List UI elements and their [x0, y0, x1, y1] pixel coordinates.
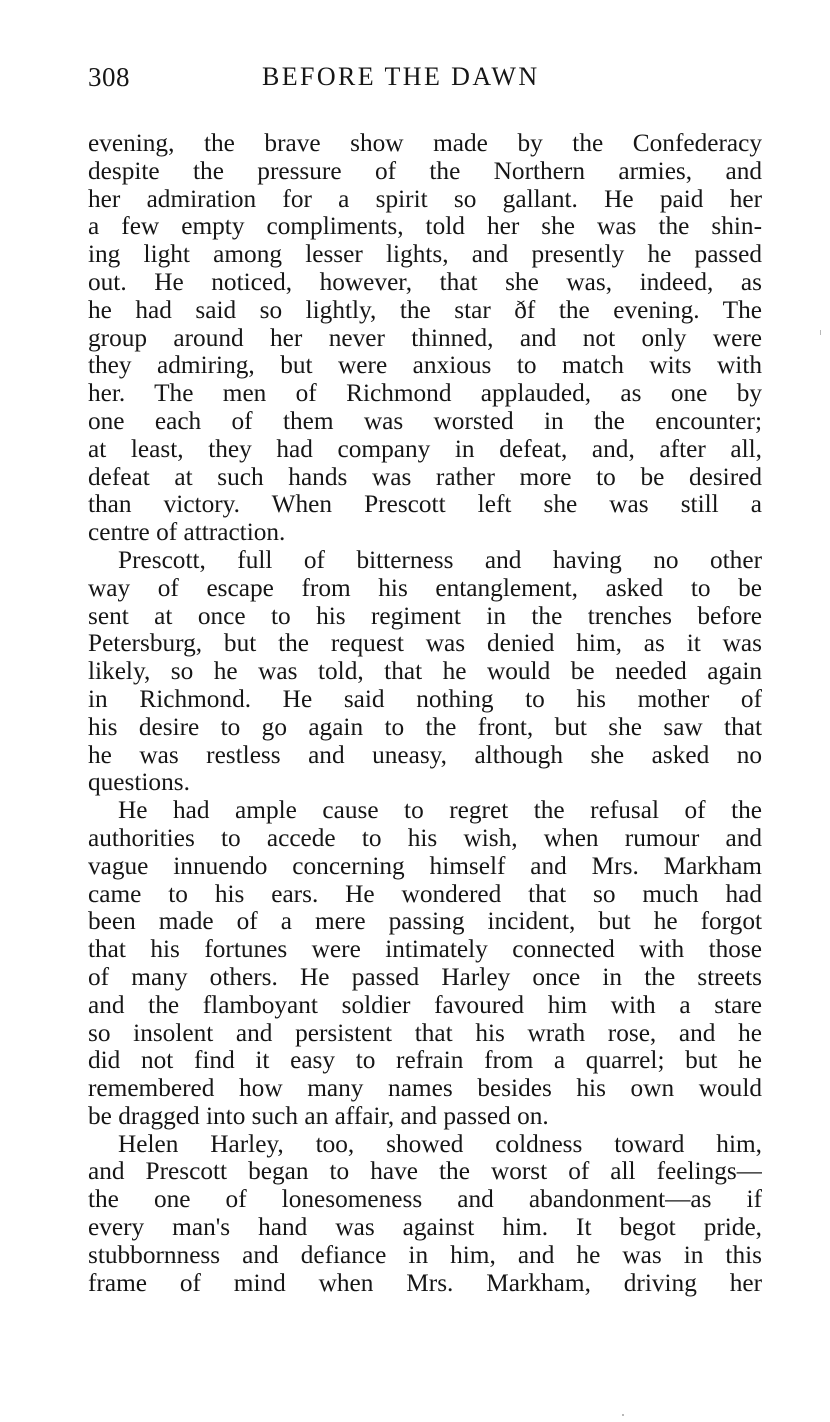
- text-line: vague innuendo concerning himself and Mrs. Markham: [88, 852, 762, 880]
- text-line: group around her never thinned, and not only were: [88, 324, 762, 352]
- text-line: remembered how many names besides his own would: [88, 1075, 762, 1103]
- text-line: so insolent and persistent that his wrath rose, and he: [88, 1019, 762, 1047]
- text-line: they admiring, but were anxious to match wits with: [88, 352, 762, 380]
- text-line: his desire to go again to the front, but she saw that: [88, 713, 762, 741]
- text-line: Prescott, full of bitterness and having no other: [118, 546, 762, 574]
- text-line: that his fortunes were intimately connected with those: [88, 936, 762, 964]
- text-line: authorities to accede to his wish, when rumour and: [88, 824, 762, 852]
- text-line: questions.: [88, 769, 190, 797]
- page-header: [88, 62, 762, 102]
- text-line: came to his ears. He wondered that so much had: [88, 880, 762, 908]
- text-line: stubbornness and defiance in him, and he was in this: [88, 1241, 762, 1269]
- text-line: Helen Harley, too, showed coldness toward him,: [118, 1130, 762, 1158]
- text-line: one each of them was worsted in the encounter;: [88, 407, 762, 435]
- running-title: BEFORE THE DAWN: [262, 62, 540, 91]
- text-line: every man's hand was against him. It begot pride,: [88, 1214, 762, 1242]
- page-number: 308: [88, 62, 130, 92]
- text-line: did not find it easy to refrain from a quarrel; but he: [88, 1047, 762, 1075]
- text-line: despite the pressure of the Northern armies, and: [88, 157, 762, 185]
- text-line: He had ample cause to regret the refusal of the: [118, 797, 762, 825]
- text-line: out. He noticed, however, that she was, indeed, as: [88, 268, 762, 296]
- text-line: of many others. He passed Harley once in the streets: [88, 963, 762, 991]
- text-line: he was restless and uneasy, although she asked no: [88, 741, 762, 769]
- text-line: centre of attraction.: [88, 519, 286, 547]
- text-line: than victory. When Prescott left she was still a: [88, 491, 762, 519]
- text-line: evening, the brave show made by the Confederacy: [88, 130, 762, 157]
- text-line: her. The men of Richmond applauded, as one by: [88, 380, 762, 408]
- text-line: the one of lonesomeness and abandonment—as if: [88, 1186, 762, 1214]
- margin-tick-mark: [820, 330, 821, 335]
- text-line: be dragged into such an affair, and passed on.: [88, 1102, 549, 1130]
- text-line: ing light among lesser lights, and presently he passed: [88, 241, 762, 269]
- text-line: frame of mind when Mrs. Markham, driving her: [88, 1269, 762, 1297]
- body-text: [88, 130, 762, 1297]
- text-line: sent at once to his regiment in the trenches before: [88, 602, 762, 630]
- margin-dot-mark: [622, 1414, 624, 1416]
- text-line: Petersburg, but the request was denied him, as it was: [88, 630, 762, 658]
- text-line: way of escape from his entanglement, asked to be: [88, 574, 762, 602]
- text-line: at least, they had company in defeat, and, after all,: [88, 435, 762, 463]
- text-line: defeat at such hands was rather more to be desired: [88, 463, 762, 491]
- text-line: likely, so he was told, that he would be needed again: [88, 658, 762, 686]
- text-line: her admiration for a spirit so gallant. He paid her: [88, 185, 762, 213]
- text-line: been made of a mere passing incident, but he forgot: [88, 908, 762, 936]
- text-line: he had said so lightly, the star ðf the evening. The: [88, 296, 762, 324]
- text-line: and the flamboyant soldier favoured him with a stare: [88, 991, 762, 1019]
- text-line: and Prescott began to have the worst of all feelings—: [88, 1158, 762, 1186]
- text-line: a few empty compliments, told her she was the shin-: [88, 213, 762, 241]
- text-line: in Richmond. He said nothing to his mother of: [88, 685, 762, 713]
